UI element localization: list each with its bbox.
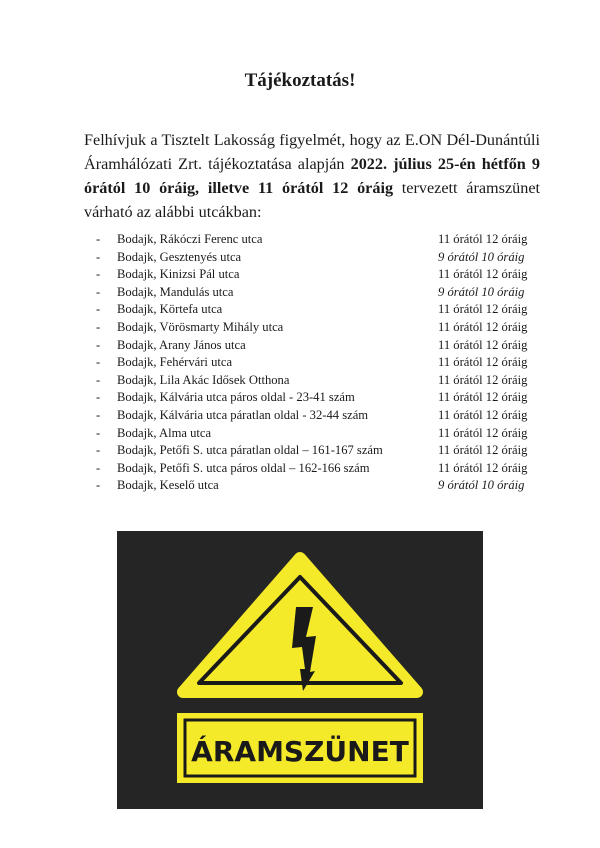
outage-time: 9 órától 10 óráig [438,249,525,264]
street-item [96,407,546,425]
street-item [96,372,546,390]
street-item [96,389,546,407]
list-dash: - [96,478,101,493]
outage-time: 11 órától 12 óráig [438,302,528,317]
street-item [96,284,546,302]
list-dash: - [96,337,101,352]
list-dash: - [96,319,101,334]
street-name: Bodajk, Rákóczi Ferenc utca [117,232,263,246]
list-dash: - [96,232,101,246]
street-item [96,266,546,284]
street-item [96,301,546,319]
list-dash: - [96,302,101,317]
outage-time: 11 órától 12 óráig [438,267,528,282]
street-name: Bodajk, Petőfi S. utca páratlan oldal – 161-167 szám [117,443,383,458]
street-name: Bodajk, Vörösmarty Mihály utca [117,319,284,334]
street-name: Bodajk, Mandulás utca [117,284,234,299]
street-item [96,319,546,337]
street-item [96,460,546,478]
list-dash: - [96,407,101,422]
street-name: Bodajk, Körtefa utca [117,302,223,317]
street-name: Bodajk, Kálvária utca páratlan oldal - 32-44 szám [117,407,369,422]
street-name: Bodajk, Gesztenyés utca [117,249,242,264]
street-item [96,337,546,355]
outage-time: 11 órától 12 óráig [438,425,528,440]
outage-time: 9 órától 10 óráig [438,478,525,493]
street-name: Bodajk, Keselő utca [117,478,219,493]
intro-date-time: 2022. július 25-én hétfőn 9 órától 10 óráig, illetve 11 órától 12 óráig [84,155,540,197]
list-dash: - [96,372,101,387]
list-dash: - [96,284,101,299]
street-name: Bodajk, Fehérvári utca [117,355,233,370]
street-name: Bodajk, Alma utca [117,425,212,440]
street-list [96,231,546,495]
street-item [96,249,546,267]
street-item [96,425,546,443]
street-item [96,231,546,249]
street-name: Bodajk, Kinizsi Pál utca [117,267,240,282]
outage-time: 11 órától 12 óráig [438,407,528,422]
list-dash: - [96,390,101,405]
list-dash: - [96,355,101,370]
street-item [96,477,546,495]
outage-time: 11 órától 12 óráig [438,355,528,370]
outage-time: 11 órától 12 óráig [438,319,528,334]
outage-time: 11 órától 12 óráig [438,232,528,246]
outage-time: 11 órától 12 óráig [438,372,528,387]
street-name: Bodajk, Petőfi S. utca páros oldal – 162-166 szám [117,460,370,475]
list-dash: - [96,460,101,475]
intro-paragraph [84,128,540,224]
outage-time: 11 órától 12 óráig [438,443,528,458]
sign-label: ÁRAMSZÜNET [191,735,409,768]
intro-text-before: Felhívjuk a Tisztelt Lakosság figyelmét, hogy az E.ON Dél-Dunántúli Áramhálózati Zrt. tájékoztatása alapján [84,131,540,173]
street-item [96,354,546,372]
list-dash: - [96,443,101,458]
page-title: Tájékoztatás! [244,70,356,91]
street-item [96,442,546,460]
intro-text-after: tervezett áramszünet várható az alábbi utcákban: [84,179,540,221]
list-dash: - [96,249,101,264]
power-outage-sign [117,531,483,809]
list-dash: - [96,425,101,440]
outage-time: 11 órától 12 óráig [438,390,528,405]
outage-time: 11 órától 12 óráig [438,460,528,475]
outage-time: 11 órától 12 óráig [438,337,528,352]
street-name: Bodajk, Kálvária utca páros oldal - 23-41 szám [117,390,355,405]
street-name: Bodajk, Lila Akác Idősek Otthona [117,372,290,387]
list-dash: - [96,267,101,282]
outage-time: 9 órától 10 óráig [438,284,525,299]
street-name: Bodajk, Arany János utca [117,337,246,352]
